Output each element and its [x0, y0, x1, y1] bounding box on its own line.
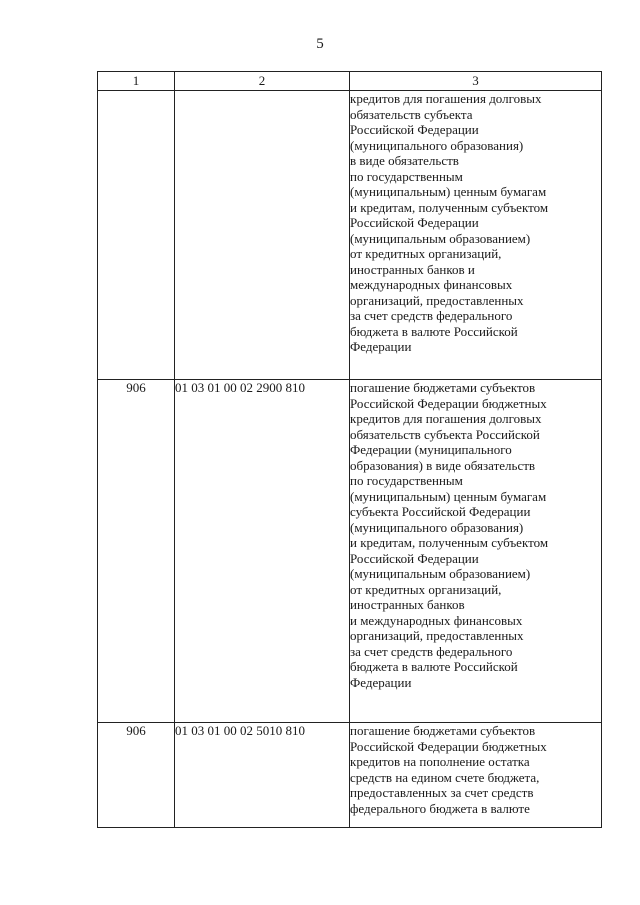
classification-code-cell [175, 91, 350, 380]
table-header-row [98, 72, 602, 91]
description-line: федерального бюджета в валюте [350, 800, 530, 816]
description-line: по государственным [350, 473, 463, 488]
description-line: (муниципальным) ценным бумагам [350, 488, 547, 504]
description-line: Российской Федерации [350, 215, 479, 230]
description-line: кредитов на пополнение остатка [350, 754, 530, 769]
admin-code-cell [98, 91, 175, 380]
description-line: по государственным [350, 168, 463, 184]
description-line: иностранных банков и [350, 261, 475, 277]
description-line: иностранных банков [350, 597, 465, 612]
description-line: и кредитам, полученным субъектом [350, 535, 549, 550]
column-header-3: 3 [350, 72, 602, 91]
description-line: от кредитных организаций, [350, 581, 502, 597]
description-line: Российской Федерации [350, 122, 479, 137]
classification-code-cell: 01 03 01 00 02 5010 810 [175, 723, 350, 828]
table-row [98, 380, 602, 723]
description-line: в виде обязательств [350, 153, 459, 168]
description-line: погашение бюджетами субъектов [350, 380, 536, 395]
description-line: за счет средств федерального [350, 643, 513, 659]
description-line: предоставленных за счет средств [350, 785, 534, 800]
description-line: организаций, предоставленных [350, 628, 524, 643]
description-line: образования) в виде обязательств [350, 457, 536, 473]
description-line: Федерации (муниципального [350, 442, 512, 457]
page-number: 5 [316, 36, 324, 52]
description-cell [350, 723, 602, 828]
description-line: средств на едином счете бюджета, [350, 769, 540, 785]
description-line: Российской Федерации [350, 550, 479, 566]
description-line: и международных финансовых [350, 612, 523, 628]
table-row [98, 723, 602, 828]
description-line: бюджета в валюте Российской [350, 323, 518, 339]
description-line: обязательств субъекта [350, 106, 473, 122]
column-header-2: 2 [175, 72, 350, 91]
description-line: организаций, предоставленных [350, 292, 524, 308]
description-line: за счет средств федерального [350, 308, 513, 323]
description-line: (муниципальным образованием) [350, 230, 531, 246]
admin-code-cell: 906 [98, 723, 175, 828]
admin-code-cell: 906 [98, 380, 175, 723]
description-line: субъекта Российской Федерации [350, 504, 531, 519]
description-line: и кредитам, полученным субъектом [350, 199, 549, 215]
description-line: международных финансовых [350, 277, 513, 292]
description-line: Российской Федерации бюджетных [350, 738, 547, 754]
description-line: от кредитных организаций, [350, 246, 502, 261]
description-line: обязательств субъекта Российской [350, 426, 540, 442]
description-line: кредитов для погашения долговых [350, 91, 542, 106]
description-cell [350, 91, 602, 380]
budget-codes-table [97, 71, 602, 828]
description-cell [350, 380, 602, 723]
column-header-1: 1 [98, 72, 175, 91]
table-row [98, 91, 602, 380]
description-line: Федерации [350, 339, 412, 354]
description-line: погашение бюджетами субъектов [350, 723, 536, 738]
description-line: (муниципальным образованием) [350, 566, 531, 581]
description-line: (муниципальным) ценным бумагам [350, 184, 547, 199]
description-line: бюджета в валюте Российской [350, 659, 518, 674]
description-line: кредитов для погашения долговых [350, 411, 542, 426]
description-line: (муниципального образования) [350, 519, 524, 535]
classification-code-cell: 01 03 01 00 02 2900 810 [175, 380, 350, 723]
description-line: Федерации [350, 674, 412, 690]
description-line: Российской Федерации бюджетных [350, 395, 547, 411]
description-line: (муниципального образования) [350, 137, 524, 153]
